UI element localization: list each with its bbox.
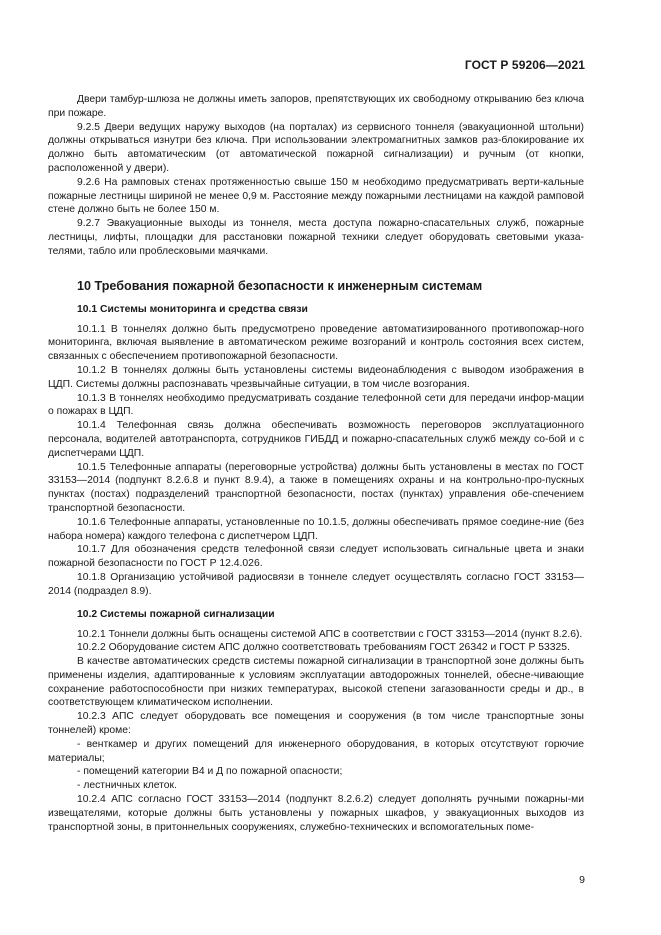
document-body [48, 93, 584, 834]
list-item: - помещений категории В4 и Д по пожарной опасности; [77, 766, 343, 778]
section-heading: 10 Требования пожарной безопасности к инженерным системам [77, 278, 483, 293]
paragraph: Двери тамбур-шлюза не должны иметь запоров, препятствующих их свободному открыванию без ключа при пожаре. [48, 94, 584, 119]
paragraph: 10.1.1 В тоннелях должно быть предусмотрено проведение автоматизированного противопожар-ного мониторинга, включая выявление в автоматическом режиме возгораний и контроль состояния всех систем, связанных с обеспечением противопожарной безопасности. [48, 323, 584, 363]
subsection-heading: 10.1 Системы мониторинга и средства связи [77, 303, 308, 315]
paragraph: 10.2.4 АПС согласно ГОСТ 33153—2014 (подпункт 8.2.6.2) следует дополнять ручными пожарны-ми извещателями, которые должны быть установлены у пожарных шкафов, у эвакуационных выходов из транспортной зоны, в притоннельных сооружениях, служебно-технических и вспомогательных поме- [48, 794, 584, 833]
paragraph: 9.2.5 Двери ведущих наружу выходов (на порталах) из сервисного тоннеля (эвакуационной штольни) должны открываться изнутри без ключа. При использовании электромагнитных замков раз-блокирование их должно быть автоматическим (от автоматической пожарной сигнализации) и ручным (от кнопки, расположенной у двери). [48, 121, 584, 174]
list-item: - венткамер и других помещений для инженерного оборудования, в которых отсутствуют горючие материалы; [48, 738, 584, 764]
paragraph: 10.1.6 Телефонные аппараты, установленные по 10.1.5, должны обеспечивать прямое соедине-ние (без набора номера) каждого телефона с диспетчером ЦДП. [48, 516, 584, 542]
paragraph: 9.2.6 На рамповых стенах протяженностью свыше 150 м необходимо предусматривать верти-кальные пожарные лестницы шириной не менее 0,9 м. Расстояние между пожарными лестницами на каждой рамповой стене должно быть не более 150 м. [48, 176, 584, 216]
list-item: - лестничных клеток. [77, 780, 177, 792]
paragraph: 10.2.3 АПС следует оборудовать все помещения и сооружения (в том числе транспортные зоны тоннелей) кроме: [48, 711, 584, 737]
paragraph: 9.2.7 Эвакуационные выходы из тоннеля, места доступа пожарно-спасательных служб, пожарные лестницы, лифты, площадки для расстановки пожарной техники следует оборудовать световыми указа-телями, табло или проблесковыми маячками. [48, 218, 584, 257]
document-id-header: ГОСТ Р 59206—2021 [464, 58, 585, 72]
subsection-heading: 10.2 Системы пожарной сигнализации [77, 608, 275, 620]
paragraph: 10.1.7 Для обозначения средств телефонной связи следует использовать сигнальные цвета и знаки пожарной безопасности по ГОСТ Р 12.4.026. [48, 544, 584, 570]
paragraph: 10.1.3 В тоннелях необходимо предусматривать создание телефонной сети для передачи инфор-мации о пожарах в ЦДП. [48, 392, 584, 418]
paragraph: 10.2.2 Оборудование систем АПС должно соответствовать требованиям ГОСТ 26342 и ГОСТ Р 53325. [77, 642, 570, 654]
paragraph: В качестве автоматических средств системы пожарной сигнализации в транспортной зоне должны быть применены изделия, адаптированные к условиям эксплуатации автодорожных тоннелей, обесне-чивающие сохранение работоспособности при низких температурах, высокой степени загазованности среды и др., в соответствующем климатическом исполнении. [48, 656, 584, 709]
paragraph: 10.1.8 Организацию устойчивой радиосвязи в тоннеле следует осуществлять согласно ГОСТ 33153—2014 (подраздел 8.9). [48, 571, 584, 597]
paragraph: 10.2.1 Тоннели должны быть оснащены системой АПС в соответствии с ГОСТ 33153—2014 (пункт 8.2.6). [77, 628, 583, 640]
paragraph: 10.1.5 Телефонные аппараты (переговорные устройства) должны быть установлены в местах по ГОСТ 33153—2014 (подпункт 8.2.6.8 и пункт 8.9.4), а также в помещениях охраны и на контрольно-про-пускных пунктах (постах) подразделений транспортной безопасности, постах (пунктах) управления обе-спечением транспортной безопасности. [48, 461, 584, 514]
paragraph: 10.1.2 В тоннелях должны быть установлены системы видеонаблюдения с выводом изображения в ЦДП. Системы должны распознавать чрезвычайные ситуации, в том числе возгорания. [48, 364, 584, 390]
page-number: 9 [579, 874, 585, 886]
paragraph: 10.1.4 Телефонная связь должна обеспечивать возможность переговоров эксплуатационного персонала, водителей автотранспорта, сотрудников ГИБДД и пожарно-спасательных служб между со-бой и с диспетчерами ЦДП. [48, 420, 584, 459]
